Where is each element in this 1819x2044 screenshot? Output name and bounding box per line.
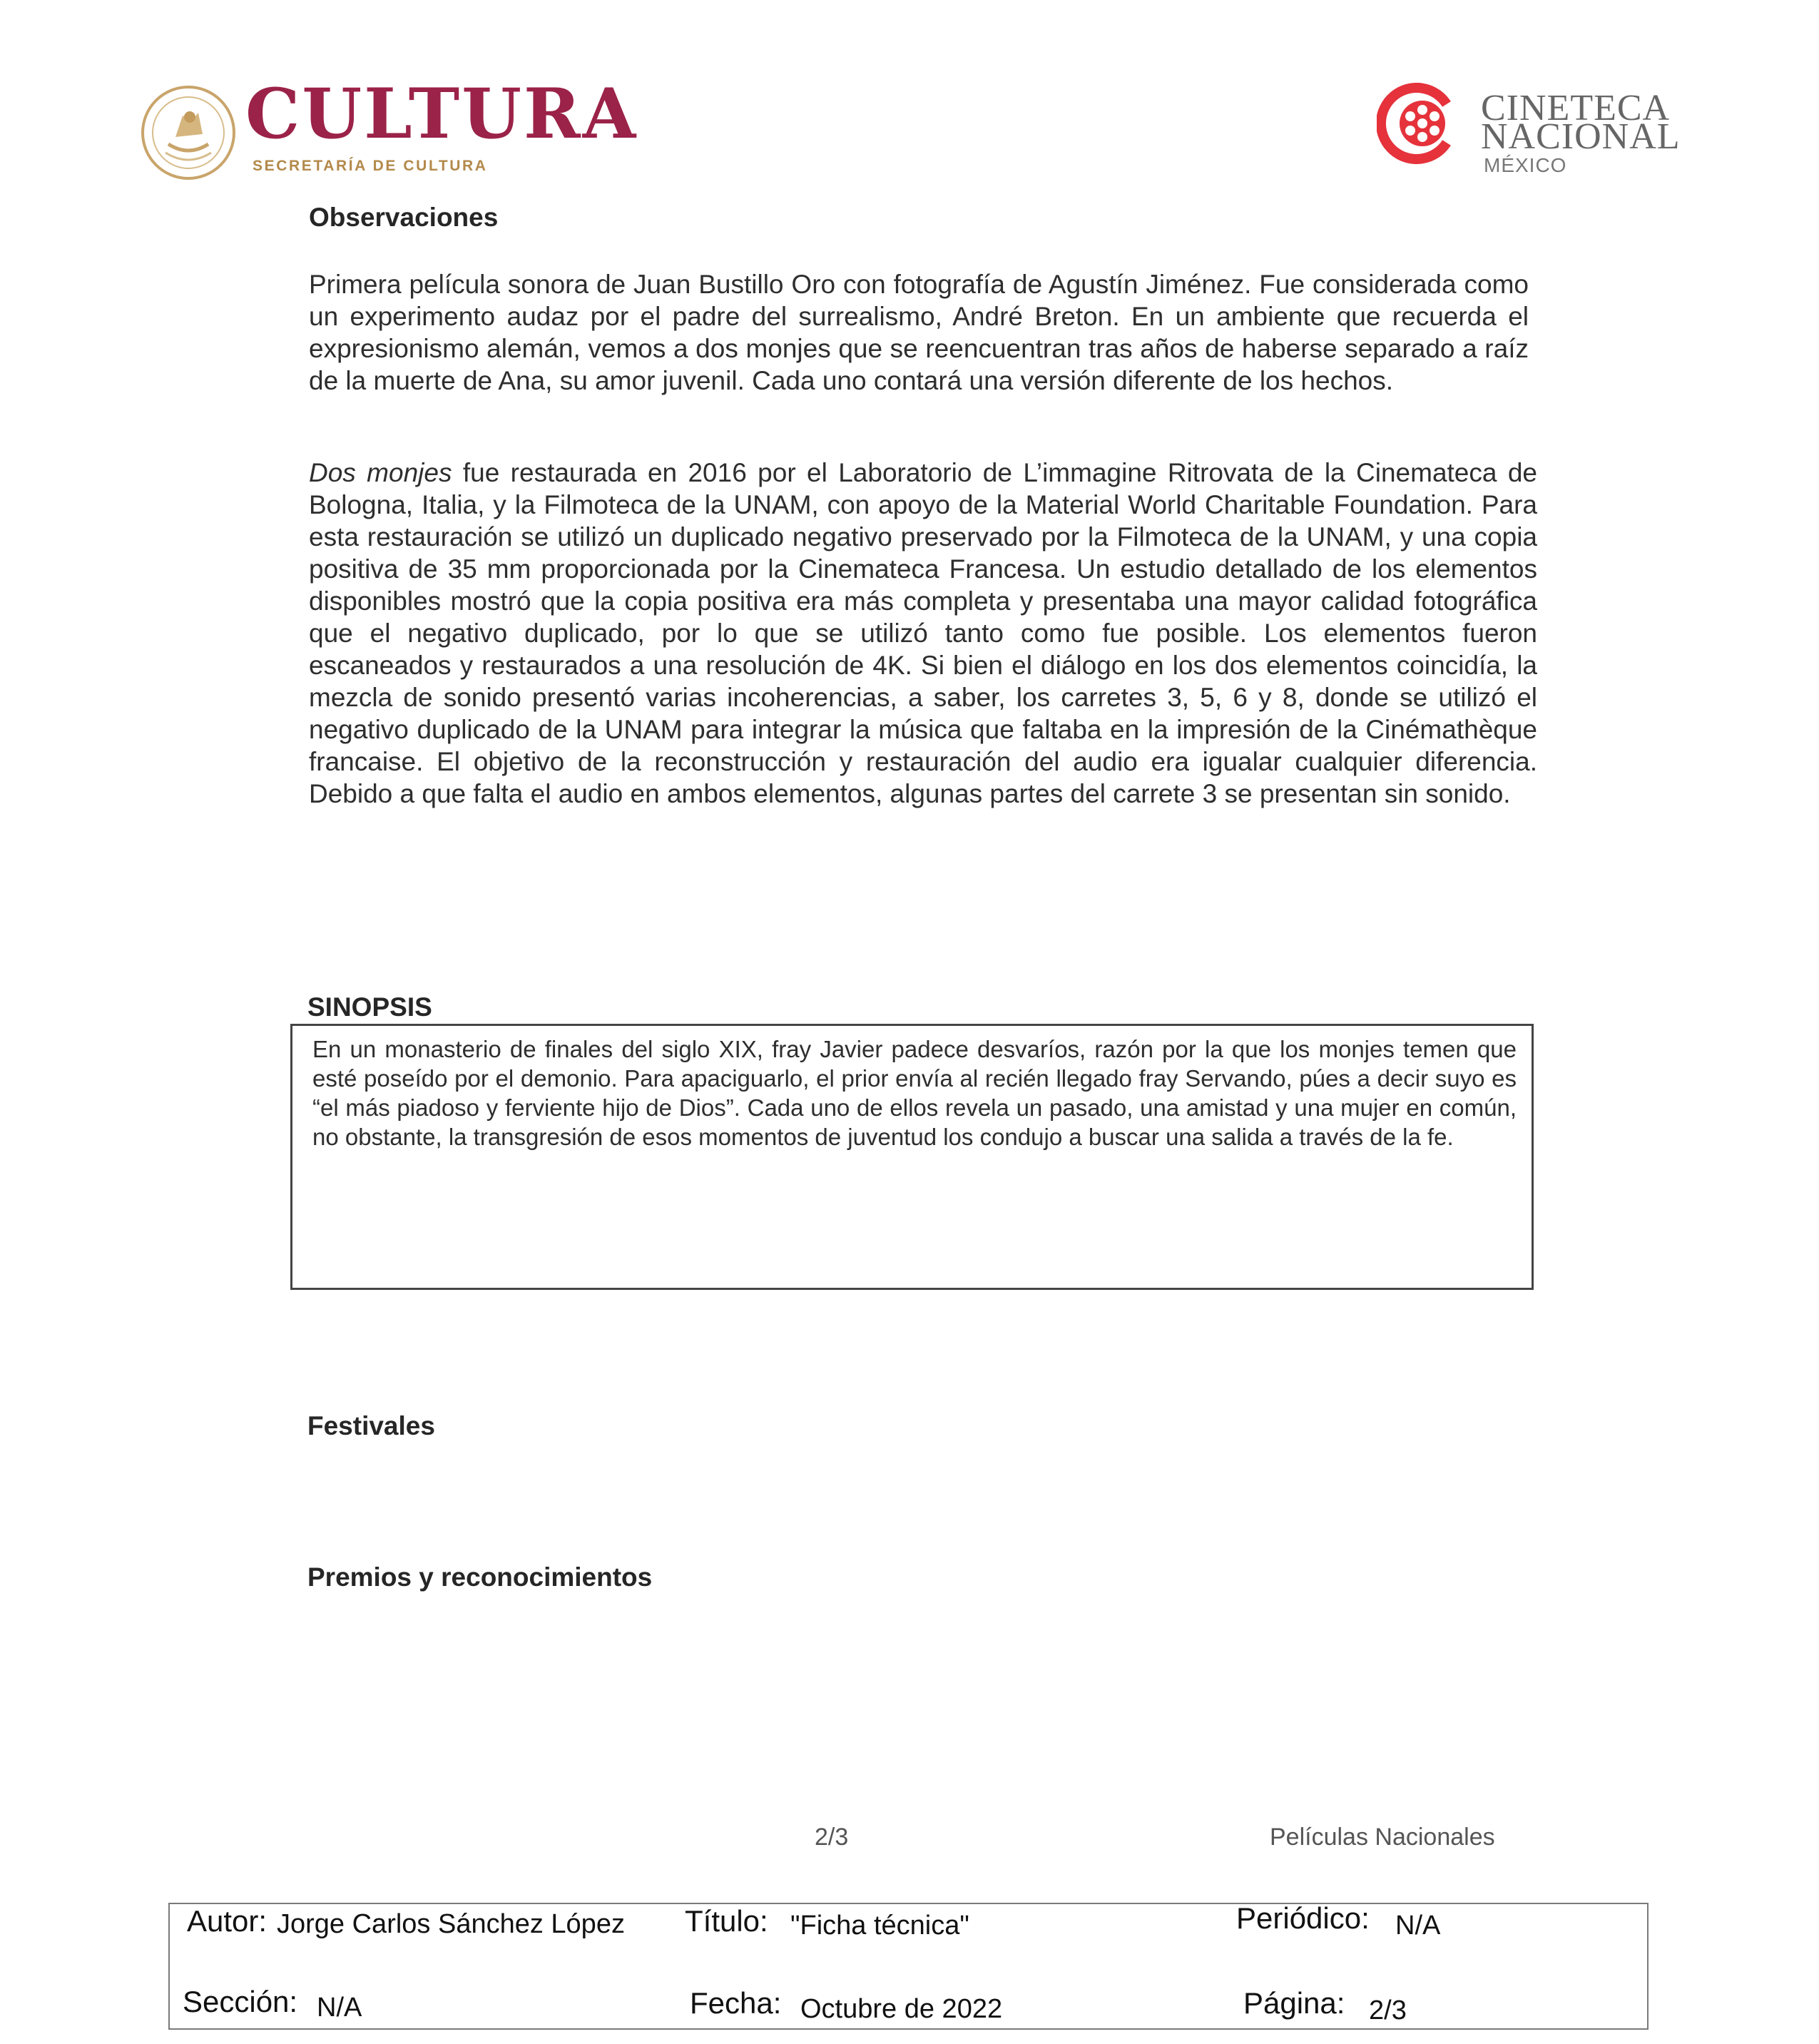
fecha-label: Fecha:: [690, 1986, 782, 2020]
cineteca-logo-line3: MÉXICO: [1484, 154, 1567, 176]
mexican-coat-of-arms-seal-icon: [140, 84, 237, 181]
cultura-logo-subtitle: SECRETARÍA DE CULTURA: [253, 158, 488, 174]
premios-heading: Premios y reconocimientos: [307, 1562, 653, 1592]
film-title-italic: Dos monjes: [309, 458, 452, 487]
periodico-label: Periódico:: [1236, 1901, 1370, 1935]
cineteca-logo-line1: CINETECA: [1481, 88, 1671, 128]
observaciones-paragraph-1: Primera película sonora de Juan Bustillo Oro con fotografía de Agustín Jiménez. Fue considerada como un experimento audaz por el padre del surrealismo, André Breton. En un ambiente que recuerda el expresionismo alemán, vemos a dos monjes que se reencuentran tras años de haberse separado a raíz de la muerte de Ana, su amor juvenil. Cada uno contará una versión diferente de los hechos.: [309, 270, 1529, 395]
titulo-label: Título:: [685, 1904, 768, 1938]
seccion-value: N/A: [317, 1993, 362, 2023]
cultura-logo-title: CULTURA: [245, 73, 638, 154]
page-number: 2/3: [815, 1824, 849, 1851]
category-label: Películas Nacionales: [1270, 1824, 1495, 1851]
observaciones-heading: Observaciones: [309, 203, 499, 232]
pagina-value: 2/3: [1369, 1995, 1407, 2025]
sinopsis-text: En un monasterio de finales del siglo XIX, fray Javier padece desvaríos, razón por la que los monjes temen que esté poseído por el demonio. Para apaciguarlo, el prior envía al recién llegado fray Servando, púes a decir suyo es “el más piadoso y ferviente hijo de Dios”. Cada uno de ellos revela un pasado, una amistad y una mujer en común, no obstante, la transgresión de esos momentos de juventud los condujo a buscar una salida a través de la fe.: [312, 1036, 1517, 1150]
pagina-label: Página:: [1243, 1986, 1345, 2020]
titulo-value: "Ficha técnica": [790, 1911, 969, 1941]
autor-value: Jorge Carlos Sánchez López: [277, 1909, 625, 1939]
observaciones-paragraph-2: [309, 457, 1537, 810]
periodico-value: N/A: [1395, 1911, 1441, 1941]
fecha-value: Octubre de 2022: [800, 1994, 1003, 2024]
autor-label: Autor:: [187, 1904, 268, 1938]
cineteca-logo-line2: NACIONAL: [1481, 116, 1681, 157]
film-reel-c-icon: [1377, 83, 1458, 164]
sinopsis-heading: SINOPSIS: [307, 992, 432, 1022]
festivales-heading: Festivales: [307, 1411, 435, 1440]
observaciones-paragraph-2-text: fue restaurada en 2016 por el Laboratorio de L’immagine Ritrovata de la Cinemateca de Bologna, Italia, y la Filmoteca de la UNAM, con apoyo de la Material World Charitable Foundation. Para esta restauración se utilizó un duplicado negativo preservado por la Filmoteca de la UNAM, y una copia positiva de 35 mm proporcionada por la Cinemateca Francesa. Un estudio detallado de los elementos disponibles mostró que la copia positiva era más completa y presentaba una mayor calidad fotográfica que el negativo duplicado, por lo que se utilizó tanto como fue posible. Los elementos fueron escaneados y restaurados a una resolución de 4K. Si bien el diálogo en los dos elementos coincidía, la mezcla de sonido presentó varias incoherencias, a saber, los carretes 3, 5, 6 y 8, donde se utilizó el negativo duplicado de la UNAM para integrar la música que faltaba en la impresión de la Cinémathèque francaise. El objetivo de la reconstrucción y restauración del audio era igualar cualquier diferencia. Debido a que falta el audio en ambos elementos, algunas partes del carrete 3 se presentan sin sonido.: [309, 458, 1537, 808]
seccion-label: Sección:: [183, 1985, 298, 2018]
